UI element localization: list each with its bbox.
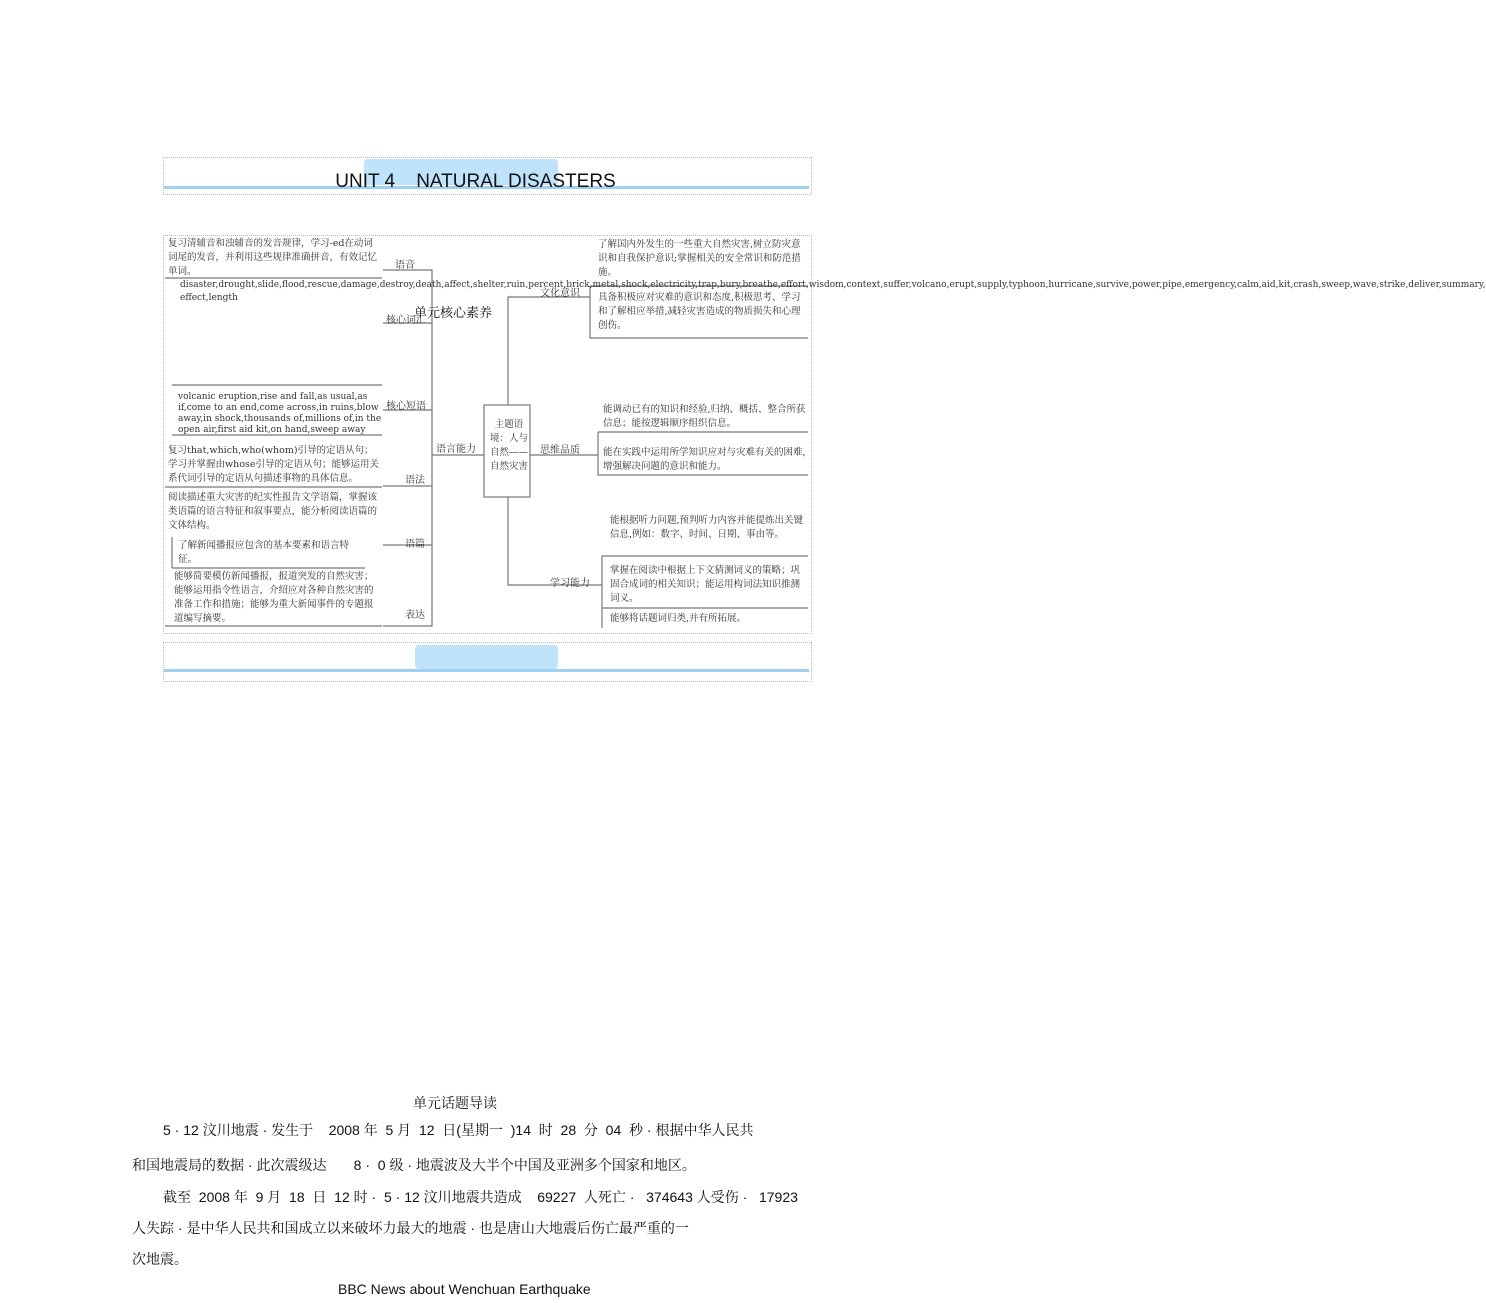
footer-rule (164, 669, 809, 672)
label-language: 语言能力 (436, 444, 476, 455)
label-expression: 表达 (405, 610, 425, 621)
grammar-text: 复习that,which,who(whom)引导的定语从句；学习并掌握由whose引导的定语从句；能够运用关系代词引导的定语从句描述事物的具体信息。 (168, 445, 379, 484)
label-culture: 文化意识 (540, 288, 580, 299)
discourse-text-2: 了解新闻播报应包含的基本要素和语言特征。 (178, 540, 350, 565)
mindmap-center: 主题语境：人与自然——自然灾害 (489, 419, 528, 472)
reading-line-1: 5 · 12 汶川地震 · 发生于 2008 年 5 月 12 日(星期一 )14 时 28 分 04 秒 · 根据中华人民共 (163, 1122, 754, 1138)
label-phrases: 核心短语 (386, 401, 426, 412)
phonetics-text: 复习清辅音和浊辅音的发音规律，学习-ed在动词词尾的发音，并利用这些规律准确拼音，有效记忆单词。 (168, 238, 378, 277)
culture-text-2: 具备积极应对灾难的意识和态度,积极思考、学习和了解相应举措,减轻灾害造成的物质损失和心理创伤。 (598, 292, 801, 331)
mindmap-root: 单元核心素养 (414, 305, 493, 320)
learning-text-2: 掌握在阅读中根据上下文猜测词义的策略；巩固合成词的相关知识；能运用构词法知识推测词义。 (610, 565, 801, 604)
reading-heading: 单元话题导读 (413, 1095, 497, 1111)
label-vocabulary: 核心词汇 (386, 315, 426, 326)
expression-text: 能够简要模仿新闻播报，报道突发的自然灾害；能够运用指令性语言，介绍应对各种自然灾害的准备工作和措施；能够为重大新闻事件的专题报道编写摘要。 (174, 571, 374, 624)
phrases-text: volcanic eruption,rise and fall,as usual,as if,come to an end,come across,in ruins,blow away,in shock,thousands of,millions of,in the open air,first aid kit,on hand,sweep away (178, 392, 382, 435)
discourse-text: 阅读描述重大灾害的纪实性报告文学语篇，掌握该类语篇的语言特征和叙事要点，能分析阅读语篇的文体结构。 (168, 492, 378, 531)
footer-tab (415, 645, 558, 669)
label-grammar: 语法 (405, 475, 425, 486)
label-discourse: 语篇 (405, 539, 425, 550)
unit-title: UNIT 4 NATURAL DISASTERS (335, 171, 616, 192)
culture-text-1: 了解国内外发生的一些重大自然灾害,树立防灾意识和自我保护意识;掌握相关的安全常识和防范措施。 (598, 239, 801, 278)
reading-line-2: 和国地震局的数据 · 此次震级达 8 · 0 级 · 地震波及大半个中国及亚洲多个国家和地区。 (132, 1157, 696, 1173)
thinking-text-1: 能调动已有的知识和经验,归纳、概括、整合所获信息；能按逻辑顺序组织信息。 (603, 404, 806, 429)
thinking-text-2: 能在实践中运用所学知识应对与灾难有关的困难,增强解决问题的意识和能力。 (603, 447, 806, 472)
reading-line-5: 次地震。 (132, 1251, 188, 1267)
learning-text-1: 能根据听力问题,预判听力内容并能提炼出关键信息,例如：数字、时间、日期、事由等。 (610, 515, 804, 540)
vocabulary-text: disaster,drought,slide,flood,rescue,damage,destroy,death,affect,shelter,ruin,percent,brick,metal,shock,electricity,trap,bury,breathe,effort,wisdom,context,suffer,volcano,erupt,supply,typhoon,hurricane,survive,power,pipe,emergency,calm,aid,kit,crash,sweep,wave,strike,deliver,summary, effect,length (180, 280, 1486, 304)
reading-line-3: 截至 2008 年 9 月 18 日 12 时 · 5 · 12 汶川地震共造成 69227 人死亡 · 374643 人受伤 · 17923 (163, 1189, 798, 1205)
label-learning: 学习能力 (550, 578, 590, 589)
reading-subheading: BBC News about Wenchuan Earthquake (338, 1281, 591, 1297)
label-phonetics: 语音 (395, 260, 415, 271)
reading-line-4: 人失踪 · 是中华人民共和国成立以来破坏力最大的地震 · 也是唐山大地震后伤亡最严重的一 (132, 1220, 689, 1236)
learning-text-3: 能够将话题词归类,并有所拓展。 (610, 613, 747, 624)
label-thinking: 思维品质 (540, 445, 580, 456)
